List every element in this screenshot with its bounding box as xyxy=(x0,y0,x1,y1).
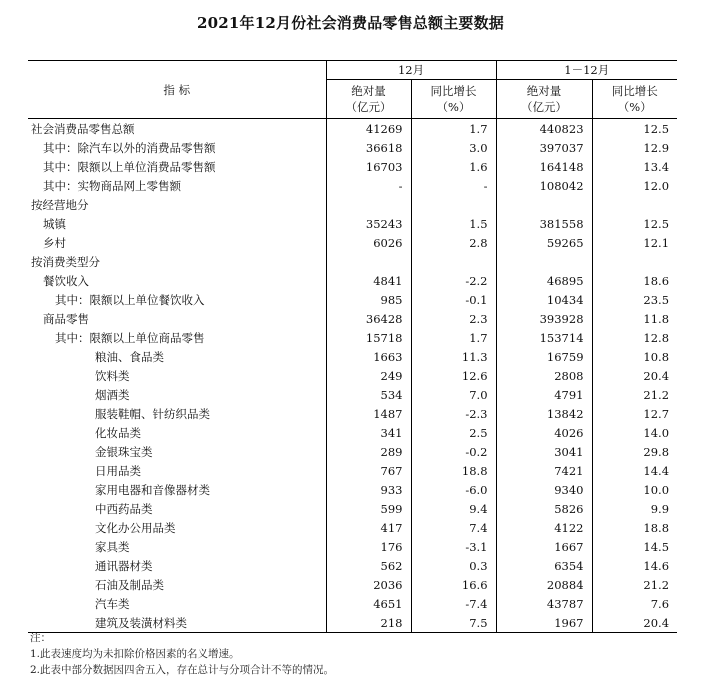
dec-growth-cell: 7.5 xyxy=(411,613,496,633)
table-row xyxy=(28,252,677,271)
ytd-growth-cell: 9.9 xyxy=(592,499,677,518)
indicator-header: 指 标 xyxy=(28,61,326,119)
ytd-growth-cell: 7.6 xyxy=(592,594,677,613)
dec-abs-cell: 1487 xyxy=(326,404,411,423)
table-row xyxy=(28,537,677,556)
dec-growth-cell: 9.4 xyxy=(411,499,496,518)
dec-growth-header: 同比增长 （%） xyxy=(411,80,496,119)
dec-abs-cell: 599 xyxy=(326,499,411,518)
row-label: 中西药品类 xyxy=(95,501,153,516)
row-label: 家具类 xyxy=(95,539,130,554)
row-label: 化妆品类 xyxy=(95,425,141,440)
page-title: 2021年12月份社会消费品零售总额主要数据 xyxy=(196,14,505,32)
dec-abs-cell: 249 xyxy=(326,366,411,385)
table-row xyxy=(28,366,677,385)
table-row xyxy=(28,309,677,328)
table-row xyxy=(28,195,677,214)
dec-growth-cell: 1.7 xyxy=(411,328,496,347)
table-row xyxy=(28,157,677,176)
dec-abs-cell: 41269 xyxy=(326,119,411,139)
ytd-growth-cell: 10.0 xyxy=(592,480,677,499)
dec-growth-cell: - xyxy=(411,176,496,195)
ytd-growth-cell xyxy=(592,252,677,271)
dec-growth-cell: 1.6 xyxy=(411,157,496,176)
ytd-abs-cell: 3041 xyxy=(496,442,592,461)
table-row xyxy=(28,290,677,309)
ytd-abs-cell: 46895 xyxy=(496,271,592,290)
table-row xyxy=(28,119,677,139)
dec-growth-cell: -0.1 xyxy=(411,290,496,309)
row-label: 城镇 xyxy=(43,216,66,231)
dec-growth-cell: 18.8 xyxy=(411,461,496,480)
ytd-abs-cell: 1967 xyxy=(496,613,592,633)
dec-growth-cell: -6.0 xyxy=(411,480,496,499)
ytd-growth-cell: 29.8 xyxy=(592,442,677,461)
dec-growth-cell xyxy=(411,252,496,271)
table-row xyxy=(28,271,677,290)
row-label: 文化办公用品类 xyxy=(95,520,176,535)
notes xyxy=(30,630,334,678)
row-label: 汽车类 xyxy=(95,596,130,611)
ytd-growth-cell: 10.8 xyxy=(592,347,677,366)
period-december-header: 12月 xyxy=(326,61,496,80)
ytd-growth-cell: 13.4 xyxy=(592,157,677,176)
ytd-growth-cell: 23.5 xyxy=(592,290,677,309)
ytd-abs-cell: 4122 xyxy=(496,518,592,537)
dec-growth-cell: -2.2 xyxy=(411,271,496,290)
dec-growth-cell: 16.6 xyxy=(411,575,496,594)
row-label: 金银珠宝类 xyxy=(95,444,153,459)
dec-abs-cell: 16703 xyxy=(326,157,411,176)
ytd-abs-header: 绝对量 （亿元） xyxy=(496,80,592,119)
row-label: 日用品类 xyxy=(95,463,141,478)
table-row xyxy=(28,385,677,404)
table-row xyxy=(28,328,677,347)
ytd-abs-cell: 43787 xyxy=(496,594,592,613)
row-label: 粮油、食品类 xyxy=(95,349,164,364)
dec-abs-cell: 1663 xyxy=(326,347,411,366)
dec-abs-cell: 341 xyxy=(326,423,411,442)
row-label: 其中：限额以上单位消费品零售额 xyxy=(43,159,216,174)
dec-abs-cell: 562 xyxy=(326,556,411,575)
dec-abs-cell: 4651 xyxy=(326,594,411,613)
table-row xyxy=(28,423,677,442)
table-body xyxy=(28,119,677,633)
dec-growth-cell: 1.5 xyxy=(411,214,496,233)
dec-abs-cell xyxy=(326,252,411,271)
ytd-abs-cell: 393928 xyxy=(496,309,592,328)
row-label: 家用电器和音像器材类 xyxy=(95,482,210,497)
header-row-periods xyxy=(28,61,677,80)
ytd-growth-header: 同比增长 （%） xyxy=(592,80,677,119)
dec-abs-cell: - xyxy=(326,176,411,195)
table-row xyxy=(28,404,677,423)
notes-heading: 注： xyxy=(30,632,51,644)
ytd-growth-cell: 14.4 xyxy=(592,461,677,480)
ytd-growth-cell: 14.6 xyxy=(592,556,677,575)
row-label: 烟酒类 xyxy=(95,387,130,402)
ytd-abs-cell: 16759 xyxy=(496,347,592,366)
dec-growth-cell: -2.3 xyxy=(411,404,496,423)
dec-growth-cell: -0.2 xyxy=(411,442,496,461)
note-line-1: 1.此表速度均为未扣除价格因素的名义增速。 xyxy=(30,648,240,660)
table-row xyxy=(28,575,677,594)
table-row xyxy=(28,442,677,461)
ytd-growth-cell: 20.4 xyxy=(592,366,677,385)
table-row xyxy=(28,480,677,499)
ytd-abs-cell: 4026 xyxy=(496,423,592,442)
ytd-growth-cell: 21.2 xyxy=(592,575,677,594)
ytd-growth-cell: 12.9 xyxy=(592,138,677,157)
ytd-abs-cell xyxy=(496,252,592,271)
row-label: 饮料类 xyxy=(95,368,130,383)
dec-abs-cell: 417 xyxy=(326,518,411,537)
ytd-abs-cell: 381558 xyxy=(496,214,592,233)
row-label: 社会消费品零售总额 xyxy=(31,121,135,136)
ytd-abs-cell: 108042 xyxy=(496,176,592,195)
dec-abs-cell: 218 xyxy=(326,613,411,633)
row-label: 商品零售 xyxy=(43,311,89,326)
ytd-growth-cell: 14.0 xyxy=(592,423,677,442)
dec-abs-cell: 933 xyxy=(326,480,411,499)
dec-growth-cell xyxy=(411,195,496,214)
ytd-growth-cell: 18.8 xyxy=(592,518,677,537)
dec-growth-cell: 2.5 xyxy=(411,423,496,442)
ytd-abs-cell: 397037 xyxy=(496,138,592,157)
ytd-abs-cell: 440823 xyxy=(496,119,592,139)
ytd-growth-cell: 12.0 xyxy=(592,176,677,195)
dec-growth-cell: 7.4 xyxy=(411,518,496,537)
dec-abs-cell: 35243 xyxy=(326,214,411,233)
row-label: 乡村 xyxy=(43,235,66,250)
ytd-abs-cell: 13842 xyxy=(496,404,592,423)
ytd-growth-cell: 11.8 xyxy=(592,309,677,328)
dec-growth-cell: 1.7 xyxy=(411,119,496,139)
row-label: 石油及制品类 xyxy=(95,577,164,592)
table-row xyxy=(28,214,677,233)
ytd-abs-cell: 7421 xyxy=(496,461,592,480)
dec-abs-cell: 36428 xyxy=(326,309,411,328)
table-row xyxy=(28,499,677,518)
dec-abs-cell: 176 xyxy=(326,537,411,556)
dec-growth-cell: 3.0 xyxy=(411,138,496,157)
dec-growth-cell: 0.3 xyxy=(411,556,496,575)
dec-abs-cell: 2036 xyxy=(326,575,411,594)
ytd-growth-cell: 12.5 xyxy=(592,119,677,139)
table-row xyxy=(28,138,677,157)
ytd-abs-cell: 6354 xyxy=(496,556,592,575)
row-label: 其中：限额以上单位餐饮收入 xyxy=(55,292,205,307)
dec-abs-cell xyxy=(326,195,411,214)
ytd-abs-cell: 9340 xyxy=(496,480,592,499)
ytd-abs-cell: 59265 xyxy=(496,233,592,252)
dec-abs-cell: 15718 xyxy=(326,328,411,347)
dec-abs-cell: 36618 xyxy=(326,138,411,157)
table-row xyxy=(28,518,677,537)
ytd-growth-cell xyxy=(592,195,677,214)
table-row xyxy=(28,176,677,195)
row-label: 按消费类型分 xyxy=(31,254,100,269)
row-label: 其中：实物商品网上零售额 xyxy=(43,178,181,193)
ytd-abs-cell: 10434 xyxy=(496,290,592,309)
ytd-growth-cell: 21.2 xyxy=(592,385,677,404)
ytd-abs-cell xyxy=(496,195,592,214)
ytd-abs-cell: 4791 xyxy=(496,385,592,404)
ytd-abs-cell: 1667 xyxy=(496,537,592,556)
ytd-abs-cell: 5826 xyxy=(496,499,592,518)
ytd-growth-cell: 12.8 xyxy=(592,328,677,347)
dec-abs-cell: 289 xyxy=(326,442,411,461)
ytd-abs-cell: 2808 xyxy=(496,366,592,385)
row-label: 服装鞋帽、针纺织品类 xyxy=(95,406,210,421)
table-row xyxy=(28,347,677,366)
row-label: 其中：限额以上单位商品零售 xyxy=(55,330,205,345)
ytd-abs-cell: 20884 xyxy=(496,575,592,594)
row-label: 按经营地分 xyxy=(31,197,89,212)
row-label: 建筑及装潢材料类 xyxy=(28,613,326,633)
note-line-2: 2.此表中部分数据因四舍五入，存在总计与分项合计不等的情况。 xyxy=(30,664,335,676)
dec-growth-cell: -7.4 xyxy=(411,594,496,613)
ytd-growth-cell: 12.1 xyxy=(592,233,677,252)
ytd-growth-cell: 12.5 xyxy=(592,214,677,233)
ytd-growth-cell: 18.6 xyxy=(592,271,677,290)
dec-growth-cell: -3.1 xyxy=(411,537,496,556)
row-label: 餐饮收入 xyxy=(43,273,89,288)
row-label: 通讯器材类 xyxy=(95,558,153,573)
dec-growth-cell: 2.8 xyxy=(411,233,496,252)
row-label: 其中：除汽车以外的消费品零售额 xyxy=(43,140,216,155)
ytd-abs-cell: 164148 xyxy=(496,157,592,176)
dec-growth-cell: 11.3 xyxy=(411,347,496,366)
dec-growth-cell: 12.6 xyxy=(411,366,496,385)
ytd-growth-cell: 12.7 xyxy=(592,404,677,423)
table-row xyxy=(28,233,677,252)
retail-sales-table xyxy=(28,60,677,633)
table-row xyxy=(28,556,677,575)
dec-abs-cell: 534 xyxy=(326,385,411,404)
dec-abs-cell: 6026 xyxy=(326,233,411,252)
table-row xyxy=(28,594,677,613)
ytd-growth-cell: 14.5 xyxy=(592,537,677,556)
dec-growth-cell: 7.0 xyxy=(411,385,496,404)
dec-abs-cell: 767 xyxy=(326,461,411,480)
ytd-abs-cell: 153714 xyxy=(496,328,592,347)
dec-abs-cell: 4841 xyxy=(326,271,411,290)
dec-growth-cell: 2.3 xyxy=(411,309,496,328)
dec-abs-header: 绝对量 （亿元） xyxy=(326,80,411,119)
dec-abs-cell: 985 xyxy=(326,290,411,309)
period-ytd-header: 1－12月 xyxy=(496,61,677,80)
ytd-growth-cell: 20.4 xyxy=(592,613,677,633)
table-row xyxy=(28,461,677,480)
